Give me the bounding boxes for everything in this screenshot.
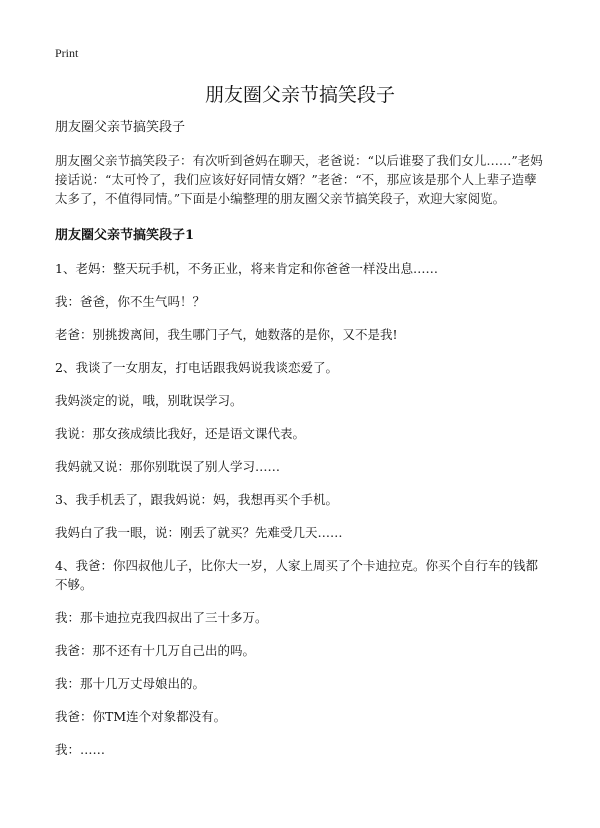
joke-line: 2、我谈了一女朋友，打电话跟我妈说我谈恋爱了。 <box>55 360 338 375</box>
joke-line: 我说：那女孩成绩比我好，还是语文课代表。 <box>55 426 306 441</box>
joke-line: 我：…… <box>55 742 106 757</box>
print-label: Print <box>55 46 79 60</box>
section-heading: 朋友圈父亲节搞笑段子1 <box>55 228 195 243</box>
joke-line: 我：爸爸，你不生气吗！？ <box>55 294 206 309</box>
joke-line: 我爸：那不还有十几万自己出的吗。 <box>55 643 256 658</box>
joke-line: 我妈白了我一眼，说：刚丢了就买？先难受几天…… <box>55 525 343 540</box>
joke-line: 3、我手机丢了，跟我妈说：妈，我想再买个手机。 <box>55 492 338 507</box>
joke-line: 1、老妈：整天玩手机，不务正业，将来肯定和你爸爸一样没出息…… <box>55 261 438 276</box>
joke-line: 我：那卡迪拉克我四叔出了三十多万。 <box>55 610 268 625</box>
document-subtitle: 朋友圈父亲节搞笑段子 <box>55 120 186 135</box>
joke-line: 4、我爸：你四叔他儿子，比你大一岁，人家上周买了个卡迪拉克。你买个自行车的钱都不够。 <box>55 558 538 592</box>
joke-line: 我妈就又说：那你别耽误了别人学习…… <box>55 459 281 474</box>
intro-paragraph: 朋友圈父亲节搞笑段子：有次听到爸妈在聊天，老爸说：“以后谁娶了我们女儿……”老妈接话说：“太可怜了，我们应该好好同情女婿？”老爸：“不，那应该是那个人上辈子造孽太多了，不值得同情。”下面是小编整理的朋友圈父亲节搞笑段子，欢迎大家阅览。 <box>55 153 543 206</box>
joke-line: 老爸：别挑拨离间，我生哪门子气，她数落的是你，又不是我! <box>55 327 398 342</box>
document-body <box>55 118 547 773</box>
joke-line: 我妈淡定的说，哦，别耽误学习。 <box>55 393 243 408</box>
joke-line: 我：那十几万丈母娘出的。 <box>55 676 206 691</box>
joke-line: 我爸：你TM连个对象都没有。 <box>55 709 227 724</box>
page-title: 朋友圈父亲节搞笑段子 <box>204 84 395 106</box>
